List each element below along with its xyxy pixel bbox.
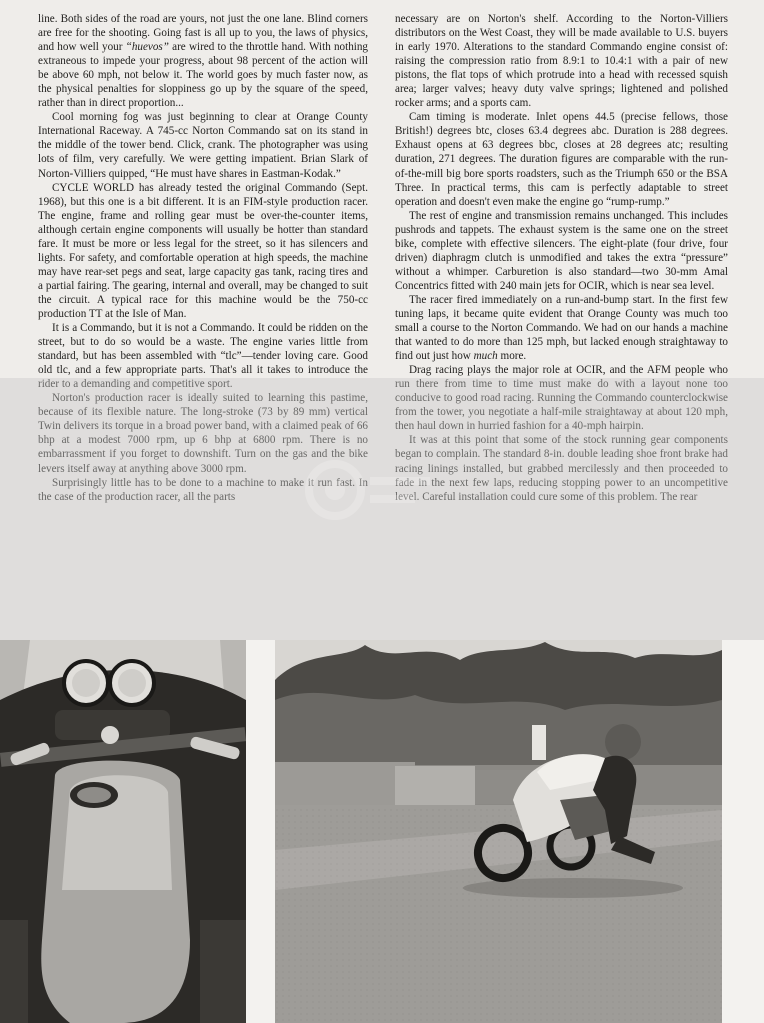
watermark-logo-icon (300, 455, 440, 525)
paragraph-9: The rest of engine and transmission remains unchanged. This includes pushrods and tappets. The exhaust system is the same one on the street bike, complete with effective silencers. The eight-plate (four drive, four driven) diaphragm clutch is unmodified and takes the extra “pressure” without a whimper. Carburetion is also standard—two 30-mm Amal Concentrics fitted with 240 main jets for OCIR, which is near sea level. (395, 209, 728, 292)
paragraph-8: Cam timing is moderate. Inlet opens 44.5 (precise fellows, those British!) degrees btc, closes 63.4 degrees abc. Duration is 288 degrees. Exhaust opens at 63 degrees bbc, closes at 28 degrees atc; resulting duration, 271 degrees. The duration figures are comparable with the run-of-the-mill big bore sports roadsters, such as the Triumph 650 or the BSA Three. In practical terms, this cam is perfectly adaptable to street operation and doesn't even make the engine go “rump-rump.” (395, 111, 728, 208)
paragraph-6: Surprisingly little has to be done to a machine to make it run fast. In the case of the production racer, all the parts (38, 476, 368, 503)
paragraph-3: CYCLE WORLD has already tested the original Commando (Sept. 1968), but this one is a bit different. It is an FIM-style production racer. The engine, frame and rolling gear must be over-the-counter items, although certain engine components will usually be hotter than standard fare. It must be more or less legal for the street, so it has silencers and lights. For safety, and comfortable operation at high speeds, the machine may have rear-set pegs and seat, large capacity gas tank, racing tires and a partial fairing. The gearing, internal and overall, may be changed to suit the circuit. A typical race for this machine would be the 750-cc production TT at the Isle of Man. (38, 181, 368, 320)
paragraph-10: The racer fired immediately on a run-and-bump start. In the first few tuning laps, it became quite evident that Orange County was much too small a course to the Norton Commando. We had on our hands a machine that wanted to do more than 125 mph, but lacked enough straightaway to find out just how much more. (395, 293, 728, 363)
photo-strip (0, 640, 764, 1023)
motorcycle-racing-photo (275, 640, 722, 1023)
paragraph-4: It is a Commando, but it is not a Commando. It could be ridden on the street, but to do so would be a waste. The engine varies little from standard, but has been assembled with “tlc”—tender loving care. Good old tlc, and a few appropriate parts. That's all it takes to introduce the rider to a demanding and competitive sport. (38, 322, 368, 391)
motorcycle-cockpit-photo (0, 640, 246, 1023)
paragraph-5: Norton's production racer is ideally suited to learning this pastime, because of its flexible nature. The long-stroke (73 by 89 mm) vertical Twin delivers its torque in a broad power band, with a claimed peak of 66 bhp at a modest 7000 rpm, up 6 bhp at 6800 rpm. There is no embarrassment if you forget to downshift. Turn on the gas and the bike levers itself away at anything above 3000 rpm. (38, 392, 368, 475)
paragraph-11: Drag racing plays the major role at OCIR, and the AFM people who run there from time to time must make do with a layout none too conducive to good road racing. Running the Commando counterclockwise from the tower, you negotiate a half-mile straightaway at about 120 mph, then haul down in hurried fashion for a 40-mph hairpin. (395, 364, 728, 433)
paragraph-12: It was at this point that some of the stock running gear components began to complain. The standard 8-in. double leading shoe front brake had racing linings installed, but grabbed mercilessly and then proceeded to fade in the next few laps, reducing stopping power to an uncompetitive level. Careful installation could cure some of this problem. The rear (395, 434, 728, 503)
paragraph-7: necessary are on Norton's shelf. According to the Norton-Villiers distributors on the West Coast, they will be made available to U.S. buyers in early 1970. Alterations to the standard Commando engine consist of: raising the compression ratio from 8.9:1 to 10.4:1 with a pair of new pistons, the flat tops of which protrude into a head with recessed squish area; larger valves; heavy duty valve springs; lightened and polished rocker arms; and a sports cam. (395, 13, 728, 110)
paragraph-2: Cool morning fog was just beginning to clear at Orange County International Raceway. A 745-cc Norton Commando sat on its stand in the middle of the tower bend. Click, crank. The photographer was using lots of film, very carefully. We were getting impatient. Brian Slark of Norton-Villiers quipped, “He must have shares in Eastman-Kodak.” (38, 111, 368, 180)
paragraph-1: line. Both sides of the road are yours, not just the one lane. Blind corners are free for the shooting. Going fast is all up to you, the laws of physics, and how well your “huevos” are wired to the throttle hand. With nothing extraneous to impede your progress, about 98 percent of the action will be above 60 mph, not below it. The world goes by much faster now, as the physical penalties for sloppiness go up by the square of the speed, rather than in direct proportion... (38, 13, 369, 110)
